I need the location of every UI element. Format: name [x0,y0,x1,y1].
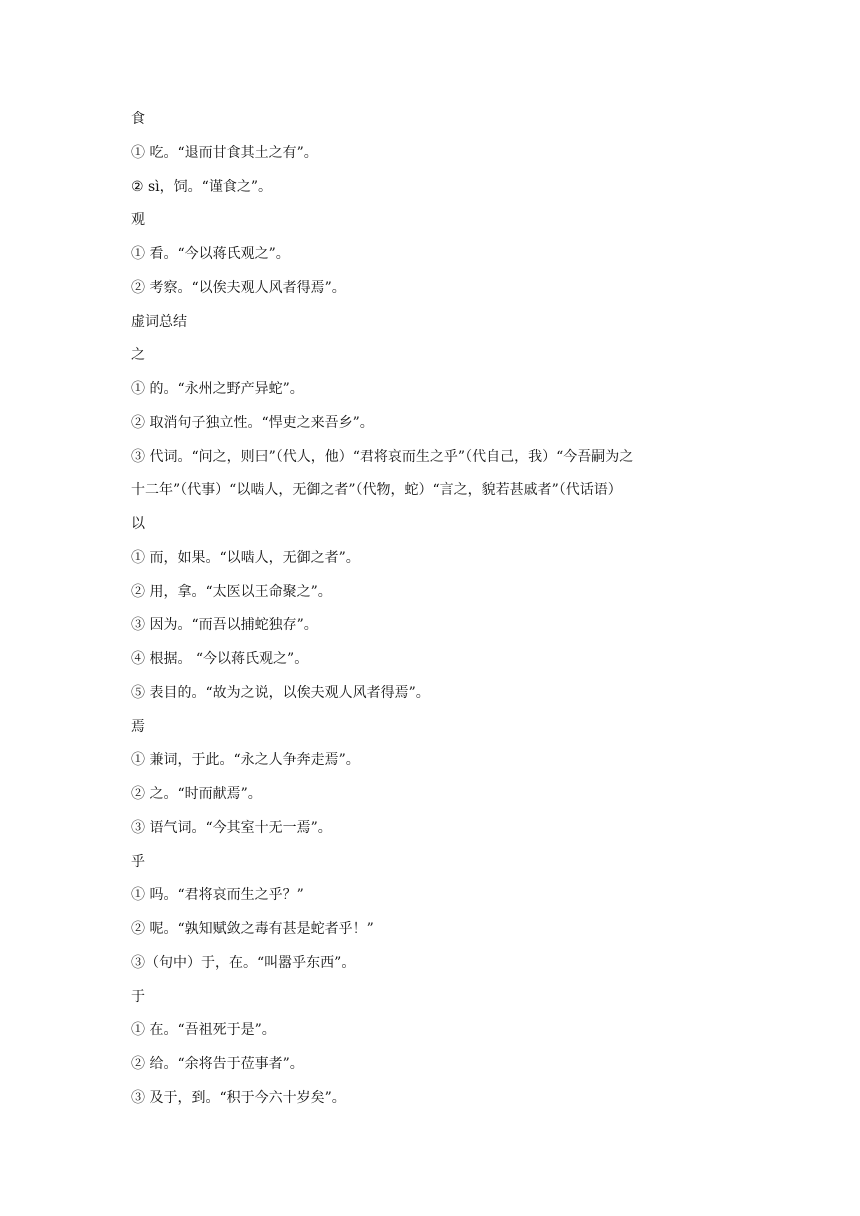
section-title-function-words: 虚词总结 [131,313,187,330]
definition-line: ④ 根据。 “今以蒋氏观之”。 [131,651,309,667]
definition-line: ② 取消句子独立性。“悍吏之来吾乡”。 [131,414,374,431]
heading-hu: 乎 [131,853,145,870]
definition-line: ③ 及于，到。“积于今六十岁矣”。 [131,1089,346,1106]
heading-yan: 焉 [131,718,145,735]
heading-yi: 以 [131,516,145,532]
definition-line: ② 用，拿。“太医以王命聚之”。 [131,583,332,600]
document-body [131,108,731,1121]
definition-line: ③ 因为。“而吾以捕蛇独存”。 [131,617,318,634]
definition-line: ① 而，如果。“以啮人，无御之者”。 [131,549,360,566]
heading-yu: 于 [131,988,145,1005]
definition-line: ③ 语气词。“今其室十无一焉”。 [131,819,332,836]
definition-line: ③（句中）于，在。“叫嚣乎东西”。 [131,954,356,971]
definition-line: ② 考察。“以俟夫观人风者得焉”。 [131,279,346,296]
definition-line-continued: 十二年”（代事）“以啮人，无御之者”（代物，蛇）“言之，貌若甚戚者”（代话语） [131,482,622,499]
definition-line: ① 看。“今以蒋氏观之”。 [131,246,290,262]
definition-line: ③ 代词。“问之，则曰”（代人，他）“君将哀而生之乎”（代自己，我）“今吾嗣为之 [131,448,634,465]
heading-zhi: 之 [131,347,145,364]
definition-line: ② 给。“余将告于莅事者”。 [131,1056,304,1072]
heading-shi: 食 [131,111,145,127]
definition-line: ① 的。“永州之野产异蛇”。 [131,381,304,397]
definition-line: ② 呢。“孰知赋敛之毒有甚是蛇者乎！” [131,921,374,937]
definition-line: ① 在。“吾祖死于是”。 [131,1022,276,1039]
definition-line: ② 之。“时而献焉”。 [131,786,262,802]
definition-line: ① 吃。“退而甘食其土之有”。 [131,144,318,161]
definition-line: ② sì，饲。“谨食之”。 [131,178,272,195]
definition-line: ⑤ 表目的。“故为之说，以俟夫观人风者得焉”。 [131,684,430,701]
definition-line: ① 兼词，于此。“永之人争奔走焉”。 [131,752,360,769]
heading-guan: 观 [131,212,145,229]
definition-line: ① 吗。“君将哀而生之乎？” [131,887,304,904]
